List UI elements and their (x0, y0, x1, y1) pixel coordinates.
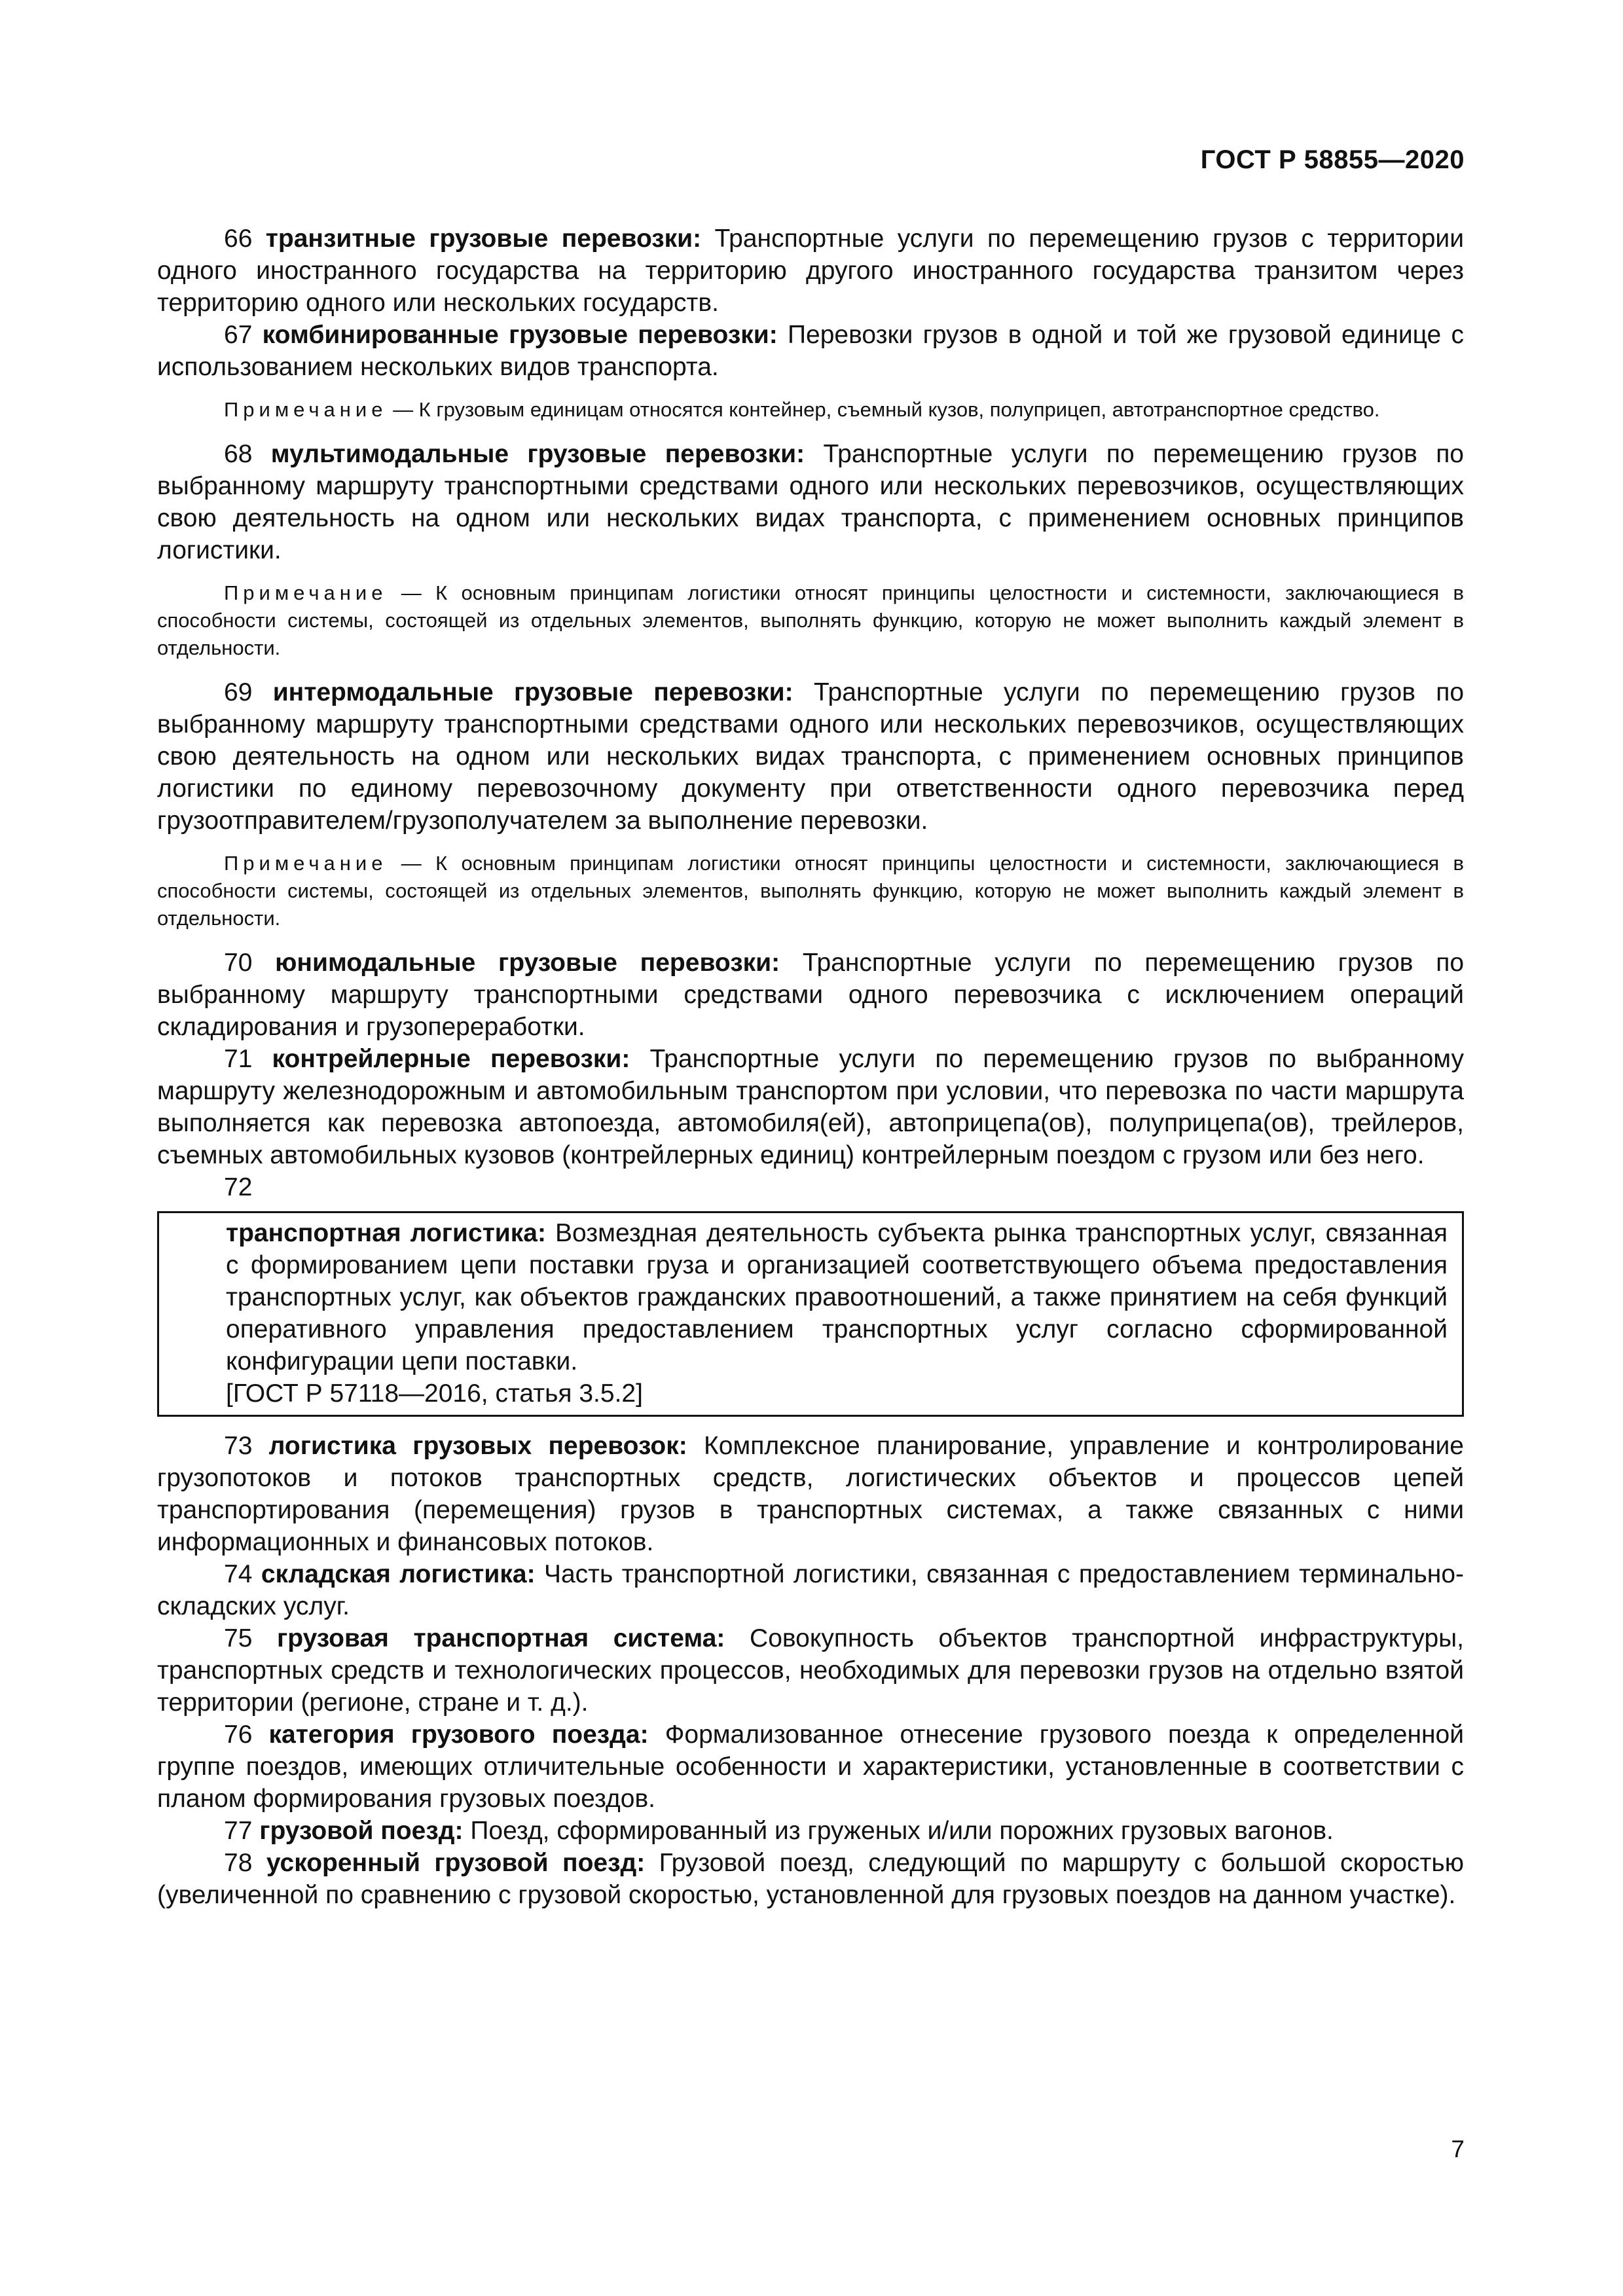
term-number: 77 (224, 1817, 253, 1845)
term-name: складская логистика: (261, 1560, 536, 1588)
term-entry-76 (157, 1719, 1464, 1815)
note-69 (157, 850, 1464, 932)
term-name: комбинированные грузовые перевозки: (262, 321, 778, 349)
term-definition: Формализованное отнесение грузового поезда к определенной группе поездов, имеющих отличительные особенности и характеристики, установленные в соответствии с планом формирования грузовых поездов. (157, 1721, 1464, 1813)
term-name: контрейлерные перевозки: (272, 1045, 630, 1073)
term-definition: Возмездная деятельность субъекта рынка транспортных услуг, связанная с формированием цепи поставки груза и организацией соответствующего объема предоставления транспортных услуг, как объектов гражданских правоотношений, а также принятием на себя функций оперативного управления предоставлением транспортных услуг согласно сформированной конфигурации цепи поставки. (226, 1219, 1448, 1376)
term-name: логистика грузовых перевозок: (268, 1432, 687, 1460)
term-name: транспортная логистика: (226, 1219, 546, 1247)
term-name: интермодальные грузовые перевозки: (272, 678, 793, 706)
term-entry-75 (157, 1622, 1464, 1719)
term-name: ускоренный грузовой поезд: (266, 1849, 646, 1877)
term-name: транзитные грузовые перевозки: (265, 225, 702, 253)
note-text: — К основным принципам логистики относят принципы целостности и системности, заключающиеся в способности системы, состоящей из отдельных элементов, выполнять функцию, которую не может выполнить каждый элемент в отдельности. (157, 852, 1464, 930)
term-number: 74 (224, 1560, 253, 1588)
term-name: грузовой поезд: (259, 1817, 464, 1845)
term-definition: Комплексное планирование, управление и контролирование грузопотоков и потоков транспортных средств, логистических объектов и процессов цепей транспортирования (перемещения) грузов в транспортных системах, а также связанных с ними информационных и финансовых потоков. (157, 1432, 1464, 1556)
term-entry-73 (157, 1430, 1464, 1558)
term-entry-78 (157, 1847, 1464, 1911)
note-text: — К основным принципам логистики относят принципы целостности и системности, заключающиеся в способности системы, состоящей из отдельных элементов, выполнять функцию, которую не может выполнить каждый элемент в отдельности. (157, 581, 1464, 659)
term-number: 69 (224, 678, 253, 706)
term-name: юнимодальные грузовые перевозки: (275, 949, 780, 977)
note-label: Примечание (224, 852, 388, 875)
term-number: 66 (224, 225, 253, 253)
term-number: 71 (224, 1045, 253, 1073)
page-content (157, 223, 1464, 1911)
term-entry-68 (157, 438, 1464, 566)
term-entry-70 (157, 947, 1464, 1043)
term-entry-66 (157, 223, 1464, 319)
term-name: категория грузового поезда: (268, 1721, 649, 1749)
boxed-term-text (226, 1217, 1448, 1377)
term-definition: Поезд, сформированный из груженых и/или порожних грузовых вагонов. (470, 1817, 1334, 1845)
term-definition: Транспортные услуги по перемещению грузов с территории одного иностранного государства на территорию другого иностранного государства транзитом через территорию одного или нескольких государств. (157, 225, 1464, 317)
term-number: 75 (224, 1624, 253, 1652)
note-68 (157, 579, 1464, 662)
term-number-72: 72 (224, 1173, 253, 1201)
term-entry-69 (157, 676, 1464, 837)
term-number: 67 (224, 321, 253, 349)
term-definition: Транспортные услуги по перемещению грузов по выбранному маршруту железнодорожным и автомобильным транспортом при условии, что перевозка по части маршрута выполняется как перевозка автопоезда, автомобиля(ей), автоприцепа(ов), полуприцепа(ов), трейлеров, съемных автомобильных кузовов (контрейлерных единиц) контрейлерным поездом с грузом или без него. (157, 1045, 1465, 1169)
term-entry-71 (157, 1043, 1464, 1171)
term-number: 76 (224, 1721, 253, 1749)
term-definition: Транспортные услуги по перемещению грузов по выбранному маршруту транспортными средствами одного или нескольких перевозчиков, осуществляющих свою деятельность на одном или нескольких видах транспорта, с применением основных принципов логистики. (157, 440, 1464, 564)
term-number: 78 (224, 1849, 253, 1877)
term-number: 73 (224, 1432, 253, 1460)
boxed-term-72 (157, 1211, 1464, 1417)
term-entry-77 (157, 1815, 1464, 1847)
term-definition: Совокупность объектов транспортной инфраструктуры, транспортных средств и технологических процессов, необходимых для перевозки грузов на отдельно взятой территории (регионе, стране и т. д.). (157, 1624, 1464, 1717)
term-entry-74 (157, 1558, 1464, 1622)
boxed-term-source: [ГОСТ Р 57118—2016, статья 3.5.2] (226, 1379, 643, 1408)
term-definition: Часть транспортной логистики, связанная с предоставлением терминально-складских услуг. (157, 1560, 1464, 1620)
term-number: 68 (224, 440, 253, 468)
document-code-header: ГОСТ Р 58855—2020 (1200, 145, 1465, 174)
page-number: 7 (1451, 2136, 1465, 2162)
term-name: грузовая транспортная система: (277, 1624, 725, 1652)
note-label: Примечание (224, 398, 388, 421)
term-definition: Транспортные услуги по перемещению грузов по выбранному маршруту транспортными средствами одного перевозчика с исключением операций складирования и грузопереработки. (157, 949, 1465, 1041)
term-definition: Грузовой поезд, следующий по маршруту с большой скоростью (увеличенной по сравнению с грузовой скоростью, установленной для грузовых поездов на данном участке). (157, 1849, 1464, 1909)
note-label: Примечание (224, 581, 388, 604)
term-entry-67 (157, 319, 1464, 383)
term-name: мультимодальные грузовые перевозки: (270, 440, 805, 468)
term-definition: Транспортные услуги по перемещению грузов по выбранному маршруту транспортными средствами одного или нескольких перевозчиков, осуществляющих свою деятельность на одном или нескольких видах транспорта, с применением основных принципов логистики по единому перевозочному документу при ответственности одного перевозчика перед грузоотправителем/грузополучателем за выполнение перевозки. (157, 678, 1465, 835)
term-number: 70 (224, 949, 253, 977)
note-67 (157, 396, 1464, 424)
note-text: — К грузовым единицам относятся контейнер, съемный кузов, полуприцеп, автотранспортное средство. (393, 398, 1380, 421)
term-definition: Перевозки грузов в одной и той же грузовой единице с использованием нескольких видов транспорта. (157, 321, 1465, 381)
